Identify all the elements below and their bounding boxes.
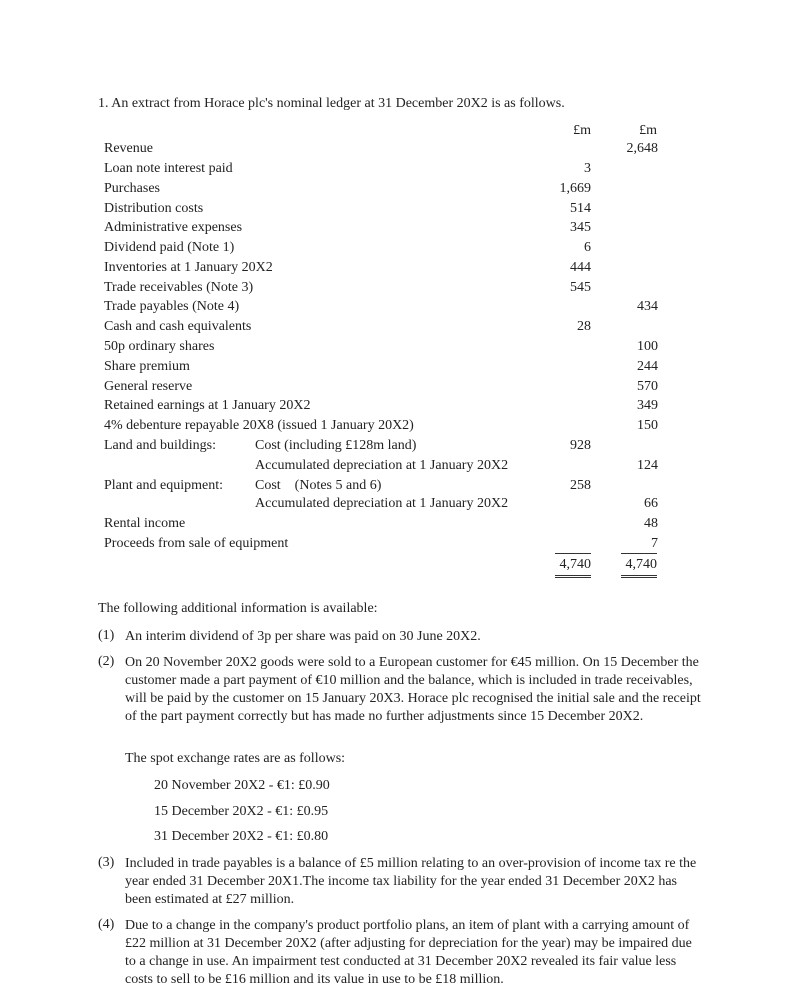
ledger-row [104, 359, 664, 379]
ledger-row-debit: 3 [584, 161, 591, 176]
ledger-row-label: Trade receivables (Note 3) [104, 280, 254, 295]
ledger-row-credit: 7 [651, 536, 658, 551]
ledger-row-credit: 349 [637, 398, 658, 413]
ledger-row-credit: 100 [637, 339, 658, 354]
ledger-row-label: Rental income [104, 516, 186, 531]
ledger-row-label: Distribution costs [104, 201, 204, 216]
ledger-row-debit: 444 [570, 260, 591, 275]
ledger-row [104, 319, 664, 339]
credit-column-heading: £m [639, 123, 657, 138]
ledger-row-label: Cash and cash equivalents [104, 319, 252, 334]
ledger-row [104, 458, 664, 478]
ledger-row [104, 438, 664, 458]
note-number: (3) [98, 855, 115, 870]
ledger-row-label: Trade payables (Note 4) [104, 299, 240, 314]
question-title: 1. An extract from Horace plc's nominal ledger at 31 December 20X2 is as follows. [98, 96, 565, 111]
ledger-row-debit: 258 [570, 478, 591, 493]
ledger-row [104, 418, 664, 438]
note-number: (4) [98, 917, 115, 932]
ledger-row-label: Revenue [104, 141, 153, 156]
ledger-row-debit: 545 [570, 280, 591, 295]
ledger-row [104, 260, 664, 280]
note-number: (1) [98, 628, 115, 643]
exchange-rate: 31 December 20X2 - €1: £0.80 [154, 829, 329, 844]
ledger-row-label: Land and buildings: [104, 438, 216, 453]
ledger-row-debit: 514 [570, 201, 591, 216]
ledger-row [104, 516, 664, 536]
ledger-row [104, 339, 664, 359]
ledger-row [104, 161, 664, 181]
ledger-row-label: Inventories at 1 January 20X2 [104, 260, 273, 275]
ledger-row-sublabel: Cost (including £128m land) [255, 438, 417, 453]
ledger-row-credit: 434 [637, 299, 658, 314]
ledger-row-label: Administrative expenses [104, 220, 243, 235]
ledger-row [104, 141, 664, 161]
total-debit: 4,740 [555, 553, 591, 578]
ledger-row [104, 240, 664, 260]
total-credit: 4,740 [621, 553, 657, 578]
ledger-row-credit: 150 [637, 418, 658, 433]
ledger-row-debit: 6 [584, 240, 591, 255]
ledger-row-credit: 48 [644, 516, 658, 531]
ledger-row-debit: 28 [577, 319, 591, 334]
ledger-row-credit: 2,648 [626, 141, 658, 156]
note-number: (2) [98, 654, 115, 669]
note-3-text: Included in trade payables is a balance of £5 million relating to an over-provision of income tax re the year ended 31 December 20X1.The income tax liability for the year ended 31 December 20X2 has been estimated at £27 million. [125, 856, 697, 907]
ledger-row [104, 379, 664, 399]
ledger-row-sublabel: Accumulated depreciation at 1 January 20X2 [255, 496, 509, 511]
ledger-row [104, 398, 664, 418]
ledger-row-credit: 124 [637, 458, 658, 473]
ledger-row-label: Proceeds from sale of equipment [104, 536, 289, 551]
note-2-text: On 20 November 20X2 goods were sold to a European customer for €45 million. On 15 December the customer made a part payment of €10 million and the balance, which is included in trade receivables, will be paid by the customer on 15 January 20X3. Horace plc recognised the initial sale and the receipt of the part payment correctly but has made no further adjustments since 15 December 20X2. [125, 655, 701, 724]
info-intro: The following additional information is available: [98, 601, 378, 616]
ledger-row-credit: 570 [637, 379, 658, 394]
ledger-row-debit: 345 [570, 220, 591, 235]
ledger-row-label: Share premium [104, 359, 190, 374]
ledger-row-label: Loan note interest paid [104, 161, 233, 176]
note-4-text: Due to a change in the company's product portfolio plans, an item of plant with a carrying amount of £22 million at 31 December 20X2 (after adjusting for depreciation for the year) may be impaired due to a change in use. An impairment test conducted at 31 December 20X2 revealed its fair value less costs to sell to be £16 million and its value in use to be £18 million. [125, 918, 692, 987]
ledger-row-credit: 66 [644, 496, 658, 511]
ledger-row-label: Plant and equipment: [104, 478, 223, 493]
ledger-row [104, 299, 664, 319]
exchange-rate: 15 December 20X2 - €1: £0.95 [154, 804, 329, 819]
ledger-row [104, 181, 664, 201]
ledger-row-label: Dividend paid (Note 1) [104, 240, 235, 255]
ledger-row-label: 4% debenture repayable 20X8 (issued 1 January 20X2) [104, 418, 414, 433]
ledger-row-sublabel: Accumulated depreciation at 1 January 20X2 [255, 458, 509, 473]
ledger-row-label: Purchases [104, 181, 160, 196]
ledger-row [104, 496, 664, 516]
ledger-row-label: Retained earnings at 1 January 20X2 [104, 398, 311, 413]
ledger-row-credit: 244 [637, 359, 658, 374]
ledger-row-debit: 1,669 [559, 181, 591, 196]
ledger-row-sublabel: Cost (Notes 5 and 6) [255, 478, 382, 493]
ledger-row-label: General reserve [104, 379, 193, 394]
debit-column-heading: £m [573, 123, 591, 138]
exchange-rate: 20 November 20X2 - €1: £0.90 [154, 778, 330, 793]
ledger-row [104, 201, 664, 221]
ledger-row [104, 478, 664, 498]
ledger-row [104, 220, 664, 240]
ledger-row-debit: 928 [570, 438, 591, 453]
note-1-text: An interim dividend of 3p per share was paid on 30 June 20X2. [125, 629, 481, 644]
ledger-row-label: 50p ordinary shares [104, 339, 215, 354]
ledger-row [104, 280, 664, 300]
rates-intro: The spot exchange rates are as follows: [125, 751, 346, 766]
